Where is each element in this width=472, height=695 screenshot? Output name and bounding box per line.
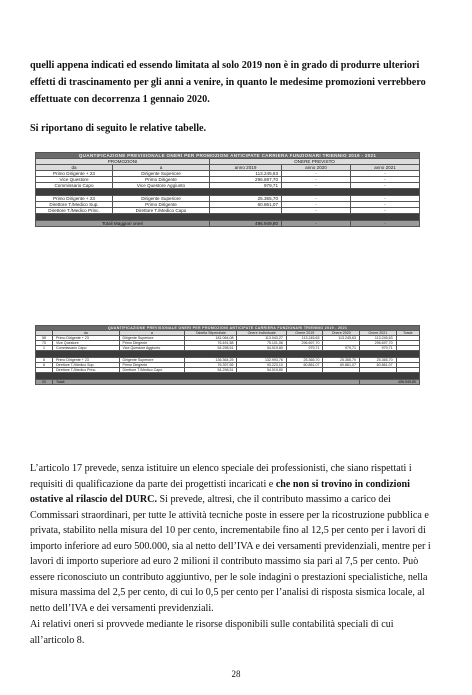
table-cell: 60.861,07 — [360, 363, 397, 368]
table-cell: Vice Questore — [53, 341, 120, 346]
table-cell: 25.365,70 — [286, 358, 323, 363]
table-cell: 979,71 — [360, 346, 397, 351]
table1-col-da: da — [36, 165, 113, 171]
intro-line-3: effettuate con decorrenza 1 gennaio 2020. — [30, 94, 210, 105]
body-bold-text: che non si trovino in condizioni — [275, 478, 410, 490]
table2-separator — [36, 373, 420, 380]
table-cell: Primo Dirigente + 23 — [36, 196, 113, 202]
body-paragraph-1 — [30, 461, 442, 616]
body-line: essere riconosciuto un contributo aggiuntivo, per le sole indagini o prestazioni specialistiche, nella — [30, 571, 428, 583]
table-cell: 76.491,58 — [185, 341, 237, 346]
table1-year-2020: anno 2020 — [282, 165, 351, 171]
table-cell: Direttore T./Medico Princ. — [53, 368, 120, 373]
table1-separator — [36, 214, 420, 221]
body-line — [30, 492, 442, 508]
table-cell: 58 — [36, 336, 53, 341]
table-cell: - — [350, 183, 419, 189]
table2-col-h5: Onere 2021 — [360, 331, 397, 336]
table-cell: 54.019,80 — [237, 368, 286, 373]
separator-bar — [36, 214, 420, 221]
body-line: L’articolo 17 prevede, senza istituire un elenco speciale dei professionisti, che siano rispettati i — [30, 463, 412, 474]
table-cell: Vice Questore — [36, 177, 113, 183]
table-cell: 979,71 — [210, 183, 282, 189]
table-cell: 113.245,63 — [323, 336, 360, 341]
table-cell: Dirigente Superiore — [113, 171, 210, 177]
table-cell: Direttore T./Medico Sup. — [53, 363, 120, 368]
table-cell: 25.365,70 — [323, 358, 360, 363]
table1-total-2020: - — [282, 221, 351, 227]
table-cell: Dirigente Superiore — [119, 358, 185, 363]
body-text: Si prevede, altresì, che il contributo massimo a carico dei — [157, 494, 391, 505]
table2-banner: QUANTIFICAZIONE PREVISIONALE ONERI PER PROMOZIONI ANTICIPATE CARRIERA FUNZIONARI TRIENNIO 2019 - 2021 — [36, 326, 420, 331]
table2-col-h3: Onere 2019 — [286, 331, 323, 336]
table2-col-h1: Tabella Stipendiale — [185, 331, 237, 336]
intro-paragraph — [30, 57, 440, 108]
table-cell: - — [350, 202, 419, 208]
table-cell: - — [350, 196, 419, 202]
table-cell: Primo Dirigente — [119, 341, 185, 346]
table-cell: 93.223,10 — [237, 363, 286, 368]
body-line: lavori di importo superiore ad euro 2 milioni il contributo massimo sia pari al 7,5 per cento. Può — [30, 556, 419, 567]
table-cell: Direttore T./Medico Princ. — [36, 208, 113, 214]
table-cell: 296.697,70 — [360, 341, 397, 346]
page-number: 28 — [231, 669, 241, 679]
table1-banner: QUANTIFICAZIONE PREVISIONALE ONERI PER PROMOZIONI ANTICIPATE CARRIERA FUNZIONARI TRIENNIO 2019 - 2021 — [36, 153, 420, 159]
table-cell: 132.993,76 — [237, 358, 286, 363]
table-cell: 6 — [36, 358, 53, 363]
table1-total-2021: - — [350, 221, 419, 227]
table-cell: 6 — [36, 363, 53, 368]
table-cell: 113.245,63 — [286, 336, 323, 341]
table-cell: 75.101,06 — [237, 341, 286, 346]
table-cell: - — [350, 171, 419, 177]
table-cell: Primo Dirigente — [119, 363, 185, 368]
table-cell: 54.298,51 — [185, 368, 237, 373]
table-cell: - — [282, 196, 351, 202]
table-cell: Primo Dirigente + 23 — [36, 171, 113, 177]
table-cell: 113.245,63 — [360, 336, 397, 341]
table2-total-value: 496.949,80 — [360, 380, 420, 385]
table-cell: Commissario Capo — [53, 346, 120, 351]
table2-col-da: da — [53, 331, 120, 336]
table1-col-promozioni: PROMOZIONI — [36, 159, 210, 165]
table-cell: 60.861,07 — [210, 202, 282, 208]
table-cell: 25.365,70 — [210, 196, 282, 202]
table1-year-2019: anno 2019 — [210, 165, 282, 171]
table1-total-label: Totali Maggiori oneri — [36, 221, 210, 227]
intro-line-1: quelli appena indicati ed essendo limitata al solo 2019 non è in grado di produrre ulteriori — [30, 60, 420, 71]
table-cell: 54.298,51 — [185, 346, 237, 351]
table-cell: Primo Dirigente + 23 — [53, 358, 120, 363]
table-cell: Dirigente Superiore — [119, 336, 185, 341]
table2-total-label: Totali — [53, 380, 360, 385]
body-line: netto dell’IVA e dei versamenti previdenziali. — [30, 602, 214, 614]
table-cell: - — [282, 208, 351, 214]
table2-separator — [36, 351, 420, 358]
body-line: privata, stabilito nella misura del 10 per cento, incrementabile fino al 12,5 per cento per i lavori di — [30, 525, 426, 536]
table-cell: Vice Questore Aggiunto — [113, 183, 210, 189]
body-line: Ai relativi oneri si provvede mediante le risorse disponibili sulle contabilità speciali di cui — [30, 619, 394, 630]
table-cell: 70 — [36, 341, 53, 346]
table-cell: 25.365,70 — [360, 358, 397, 363]
table2-col-h2: Onere Individuale — [237, 331, 286, 336]
table-cell: 113.043,27 — [237, 336, 286, 341]
table-cell: 979,71 — [323, 346, 360, 351]
table-cell: 296.697,70 — [286, 341, 323, 346]
table-cell: Direttore T./Medico Capo — [113, 208, 210, 214]
table-cell: Direttore T./Medico Sup. — [36, 202, 113, 208]
tables-intro: Si riportano di seguito le relative tabelle. — [30, 123, 207, 134]
table-cell: 54.019,80 — [237, 346, 286, 351]
table1-banner-row — [36, 153, 420, 159]
table1-total-row — [36, 221, 420, 227]
table-cell: Primo Dirigente — [113, 202, 210, 208]
body-text: requisiti di qualificazione da parte dei progettisti incaricati e — [30, 478, 276, 490]
onere-table-2 — [35, 325, 420, 385]
table1-separator — [36, 189, 420, 196]
body-line: Commissari straordinari, per tutte le attività tecniche poste in essere per la ricostruzione pubblica e — [30, 509, 429, 521]
separator-bar — [36, 373, 420, 380]
table1-col-onere: ONERE PREVISTO — [210, 159, 420, 165]
body-line: importo inferiore ad euro 500.000, sia al netto dell’IVA e dei versamenti previdenziali, mentre per i — [30, 540, 431, 552]
table2-col-a: a — [119, 331, 185, 336]
table-cell: 296.697,70 — [210, 177, 282, 183]
table-cell: - — [350, 208, 419, 214]
table-cell: 113.245,63 — [210, 171, 282, 177]
table-cell: 60.861,07 — [286, 363, 323, 368]
table-cell: Commissario Capo — [36, 183, 113, 189]
table-cell: Vice Questore Aggiunto — [119, 346, 185, 351]
table-cell: 60.861,07 — [323, 363, 360, 368]
table-cell: 136.364,25 — [185, 358, 237, 363]
table-cell: Direttore T./Medico Capo — [119, 368, 185, 373]
body-line: misura massima del 2,5 per cento, di cui lo 0,5 per cento per l’analisi di risposta sismica locale, al — [30, 587, 425, 598]
separator-bar — [36, 351, 420, 358]
table2-col-h4: Onere 2020 — [323, 331, 360, 336]
table-cell: - — [282, 183, 351, 189]
body-bold-text: ostative al rilascio del DURC. — [30, 494, 157, 505]
table-cell: Primo Dirigente — [113, 177, 210, 183]
table-cell: - — [282, 171, 351, 177]
onere-table-1 — [35, 152, 420, 227]
table-cell: Primo Dirigente + 23 — [53, 336, 120, 341]
table-cell: - — [282, 177, 351, 183]
body-line: all’articolo 8. — [30, 634, 85, 646]
intro-line-2: effetti di trascinamento per gli anni a venire, in quanto le medesime promozioni verrebbero — [30, 77, 426, 88]
table-cell: 1 — [36, 346, 53, 351]
body-paragraph-2 — [30, 617, 442, 648]
table-cell: Dirigente Superiore — [113, 196, 210, 202]
table1-year-2021: anno 2021 — [350, 165, 419, 171]
table-cell: 181.064,08 — [185, 336, 237, 341]
table-cell: 76.397,56 — [185, 363, 237, 368]
table-cell: 979,71 — [286, 346, 323, 351]
table-cell: - — [350, 177, 419, 183]
table2-total-n: 20 — [36, 380, 53, 385]
body-line — [30, 477, 442, 493]
table1-total-2019: 496.949,80 — [210, 221, 282, 227]
table2-col-h6: Totale — [396, 331, 419, 336]
separator-bar — [36, 189, 420, 196]
table-cell: - — [282, 202, 351, 208]
table1-col-a: a — [113, 165, 210, 171]
table2-total-row — [36, 380, 420, 385]
